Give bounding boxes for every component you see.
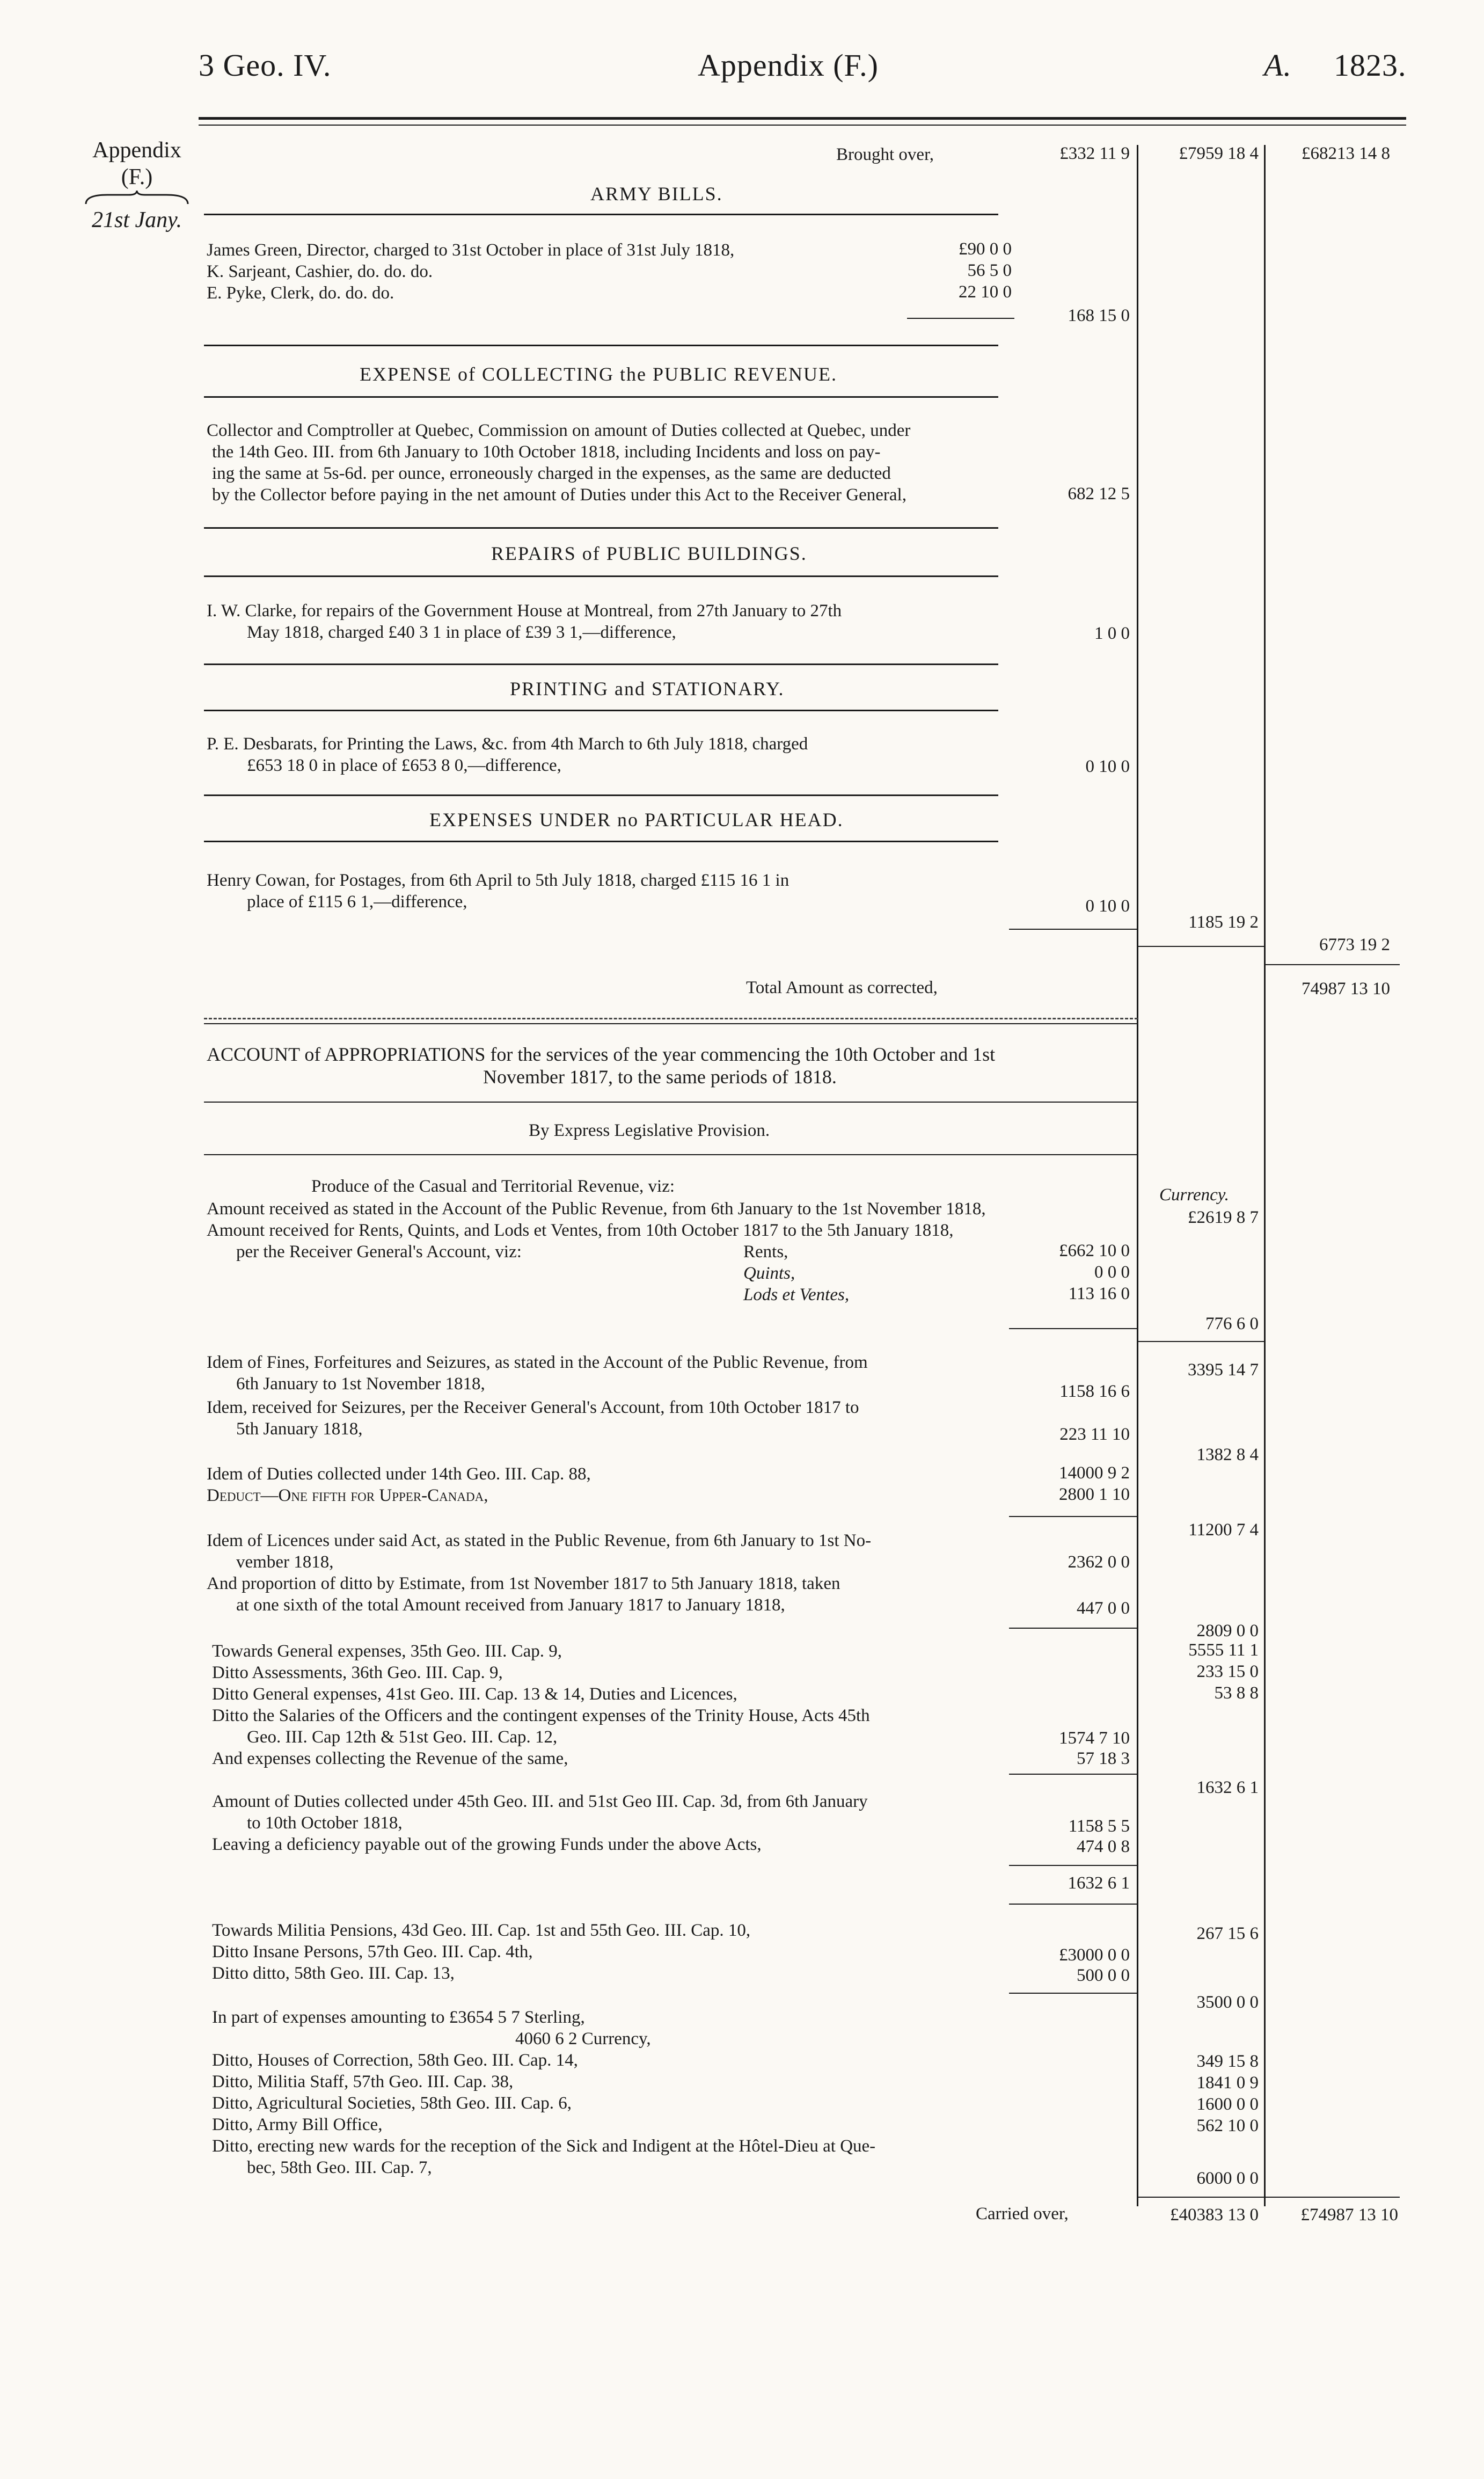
quints-amount: 0 0 0	[1094, 1263, 1130, 1282]
fines-line-1: Idem of Fines, Forfeitures and Seizures, as stated in the Account of the Public Revenue, from	[207, 1353, 868, 1372]
brought-over-c3: £68213 14 8	[1302, 144, 1390, 163]
casual-line-3: per the Receiver General's Account, viz:	[236, 1242, 522, 1262]
printing-line-1: P. E. Desbarats, for Printing the Laws, &c. from 4th March to 6th July 1818, charged	[207, 734, 808, 754]
collecting-rule-top	[204, 345, 998, 346]
no-head-line-1: Henry Cowan, for Postages, from 6th April to 5th July 1818, charged £115 16 1 in	[207, 871, 789, 890]
casual-col2-rule	[1137, 1341, 1266, 1342]
carried-over-c2: £40383 13 0	[1170, 2205, 1259, 2225]
repairs-amount: 1 0 0	[1094, 624, 1130, 643]
repairs-rule	[204, 575, 998, 577]
general-line-1-col2: 5555 11 1	[1188, 1640, 1259, 1660]
printing-amount: 0 10 0	[1085, 757, 1130, 776]
army-bills-total: 168 15 0	[1068, 306, 1130, 325]
fines-line-3: Idem, received for Seizures, per the Receiver General's Account, from 10th October 1817 to	[207, 1398, 859, 1417]
printing-heading: PRINTING and STATIONARY.	[510, 678, 785, 699]
col3-sum-rule	[1266, 964, 1400, 965]
no-head-subtotal: 1185 19 2	[1188, 913, 1259, 932]
duties45-line-2: to 10th October 1818,	[247, 1813, 403, 1833]
rents-amount: £662 10 0	[1059, 1241, 1130, 1260]
no-head-col3: 6773 19 2	[1319, 935, 1390, 954]
general-line-3: Ditto General expenses, 41st Geo. III. Cap. 13 & 14, Duties and Licences,	[212, 1685, 737, 1704]
misc-line-8-col2: 6000 0 0	[1196, 2169, 1259, 2188]
appropriations-subhead: By Express Legislative Provision.	[529, 1121, 770, 1140]
header-year: 1823.	[1334, 48, 1407, 83]
misc-line-5: Ditto, Agricultural Societies, 58th Geo. III. Cap. 6,	[212, 2094, 572, 2113]
militia-rule	[1009, 1993, 1137, 1994]
licences-line-3: And proportion of ditto by Estimate, from 1st November 1817 to 5th January 1818, taken	[207, 1574, 840, 1593]
misc-line-4: Ditto, Militia Staff, 57th Geo. III. Cap. 38,	[212, 2072, 514, 2091]
casual-sum-rule	[1009, 1328, 1137, 1329]
general-line-6: And expenses collecting the Revenue of the same,	[212, 1749, 568, 1768]
no-head-rule	[204, 841, 998, 842]
no-head-heading: EXPENSES UNDER no PARTICULAR HEAD.	[429, 809, 844, 830]
casual-sum: 776 6 0	[1205, 1314, 1259, 1333]
misc-line-6-col2: 562 10 0	[1196, 2116, 1259, 2135]
total-corrected-label: Total Amount as corrected,	[746, 978, 938, 997]
misc-line-8: bec, 58th Geo. III. Cap. 7,	[247, 2158, 432, 2177]
fines-line-4-amount: 223 11 10	[1059, 1425, 1130, 1444]
no-head-line-2: place of £115 6 1,—difference,	[247, 892, 467, 912]
margin-note-appendix: Appendix	[92, 138, 181, 163]
no-head-amount: 0 10 0	[1085, 896, 1130, 916]
currency-label: Currency.	[1159, 1185, 1229, 1205]
section-divider-dashed	[204, 1018, 1138, 1019]
general-line-6-amount: 57 18 3	[1077, 1749, 1130, 1768]
margin-note	[75, 137, 199, 234]
carried-over-label: Carried over,	[976, 2204, 1069, 2223]
army-bills-row-3: E. Pyke, Clerk, do. do. do.	[207, 283, 394, 303]
duties45-amount-1: 1158 5 5	[1068, 1817, 1130, 1836]
collecting-line-3: ing the same at 5s-6d. per ounce, erroneously charged in the expenses, as the same are deducted	[212, 464, 891, 483]
margin-brace	[75, 191, 199, 207]
army-bills-rule	[204, 214, 998, 215]
lods-label: Lods et Ventes,	[743, 1285, 850, 1304]
general-line-2-col2: 233 15 0	[1196, 1662, 1259, 1681]
general-line-4: Ditto the Salaries of the Officers and the contingent expenses of the Trinity House, Acts 45th	[212, 1706, 870, 1725]
militia-amount-1: £3000 0 0	[1059, 1945, 1130, 1965]
general-line-2: Ditto Assessments, 36th Geo. III. Cap. 9,	[212, 1663, 503, 1682]
header-rule-top	[199, 117, 1406, 120]
misc-line-1: In part of expenses amounting to £3654 5 7 Sterling,	[212, 2008, 585, 2027]
army-bills-heading: ARMY BILLS.	[590, 183, 723, 205]
duties14-rule	[1009, 1516, 1137, 1517]
general-line-1: Towards General expenses, 35th Geo. III. Cap. 9,	[212, 1642, 562, 1661]
licences-amount-1: 2362 0 0	[1068, 1552, 1130, 1572]
army-bills-row-2: K. Sarjeant, Cashier, do. do. do.	[207, 262, 433, 281]
column-rule-3	[1264, 145, 1266, 2206]
section-divider	[204, 1023, 1138, 1024]
fines-line-4: 5th January 1818,	[236, 1419, 363, 1439]
misc-line-3: Ditto, Houses of Correction, 58th Geo. III. Cap. 14,	[212, 2051, 578, 2070]
repairs-heading: REPAIRS of PUBLIC BUILDINGS.	[491, 543, 807, 564]
header-title: Appendix (F.)	[698, 48, 879, 83]
casual-line-1-amount: £2619 8 7	[1188, 1208, 1259, 1227]
militia-line-3: Ditto ditto, 58th Geo. III. Cap. 13,	[212, 1964, 455, 1983]
duties45-line-3: Leaving a deficiency payable out of the growing Funds under the above Acts,	[212, 1835, 762, 1854]
militia-amount-2: 500 0 0	[1077, 1966, 1130, 1985]
brought-over-c1: £332 11 9	[1059, 144, 1130, 163]
casual-line-1: Amount received as stated in the Account of the Public Revenue, from 6th January to the 1st November 1818,	[207, 1199, 986, 1219]
licences-col2: 2809 0 0	[1196, 1621, 1259, 1640]
printing-line-2: £653 18 0 in place of £653 8 0,—difference,	[247, 756, 561, 775]
misc-line-3-col2: 349 15 8	[1196, 2052, 1259, 2071]
misc-line-6: Ditto, Army Bill Office,	[212, 2115, 383, 2134]
lods-amount: 113 16 0	[1068, 1284, 1130, 1303]
repairs-line-1: I. W. Clarke, for repairs of the Government House at Montreal, from 27th January to 27th	[207, 601, 842, 621]
army-bills-amount-3: 22 10 0	[959, 282, 1012, 302]
casual-intro: Produce of the Casual and Territorial Revenue, viz:	[311, 1177, 675, 1196]
appropriations-title-2: November 1817, to the same periods of 1818.	[483, 1066, 837, 1088]
no-head-rule-top	[204, 794, 998, 796]
column-rule-2	[1137, 145, 1138, 2206]
collecting-line-4: by the Collector before paying in the net amount of Duties under this Act to the Receiver General,	[212, 485, 907, 505]
total-corrected-amount: 74987 13 10	[1302, 979, 1390, 998]
duties14-line-1: Idem of Duties collected under 14th Geo. III. Cap. 88,	[207, 1464, 591, 1484]
rents-label: Rents,	[743, 1242, 788, 1262]
misc-line-2: 4060 6 2 Currency,	[515, 2029, 651, 2048]
misc-line-5-col2: 1600 0 0	[1196, 2095, 1259, 2114]
general-line-3-col2: 53 8 8	[1214, 1683, 1259, 1703]
duties45-sum-rule	[1009, 1904, 1137, 1905]
collecting-line-1: Collector and Comptroller at Quebec, Commission on amount of Duties collected at Quebec, under	[207, 421, 911, 440]
army-bills-amount-1: £90 0 0	[959, 239, 1012, 259]
duties14-amount-2: 2800 1 10	[1059, 1485, 1130, 1504]
col2-sum-rule	[1137, 946, 1266, 947]
printing-rule	[204, 710, 998, 711]
header-rule-bottom	[199, 125, 1406, 126]
collecting-heading: EXPENSE of COLLECTING the PUBLIC REVENUE.	[360, 363, 837, 385]
duties45-line-1: Amount of Duties collected under 45th Geo. III. and 51st Geo III. Cap. 3d, from 6th January	[212, 1792, 868, 1811]
no-head-sum-rule	[1009, 929, 1137, 930]
general-line-5: Geo. III. Cap 12th & 51st Geo. III. Cap. 12,	[247, 1727, 558, 1747]
licences-line-4: at one sixth of the total Amount received from January 1817 to January 1818,	[236, 1595, 785, 1615]
collecting-line-2: the 14th Geo. III. from 6th January to 10th October 1818, including Incidents and loss on pay-	[212, 442, 881, 462]
duties45-rule	[1009, 1865, 1137, 1866]
army-bills-amount-2: 56 5 0	[967, 261, 1012, 280]
fines-line-2: 6th January to 1st November 1818,	[236, 1374, 485, 1394]
duties14-line-2: Deduct—One fifth for Upper-Canada,	[207, 1486, 488, 1505]
appropriations-title-1: ACCOUNT of APPROPRIATIONS for the services of the year commencing the 10th October and 1st	[207, 1044, 996, 1065]
collecting-amount: 682 12 5	[1068, 484, 1130, 504]
duties45-sum: 1632 6 1	[1068, 1873, 1130, 1893]
militia-line-2: Ditto Insane Persons, 57th Geo. III. Cap. 4th,	[212, 1942, 533, 1962]
misc-col2-rule	[1137, 2197, 1266, 2198]
duties14-col2: 11200 7 4	[1188, 1520, 1259, 1540]
printing-rule-top	[204, 664, 998, 665]
brace-icon	[75, 191, 199, 207]
general-col2: 1632 6 1	[1196, 1778, 1259, 1797]
duties14-amount-1: 14000 9 2	[1059, 1463, 1130, 1483]
brought-over-label: Brought over,	[836, 145, 934, 164]
quints-label: Quints,	[743, 1264, 795, 1283]
casual-line-2: Amount received for Rents, Quints, and Lods et Ventes, from 10th October 1817 to the 5th January 1818,	[207, 1221, 954, 1240]
brought-over-c2: £7959 18 4	[1179, 144, 1259, 163]
header-part: A.	[1264, 48, 1292, 83]
carried-over-c3: £74987 13 10	[1300, 2205, 1398, 2225]
margin-note-date: 21st Jany.	[92, 208, 182, 232]
fines-line-2-amount: 1158 16 6	[1059, 1382, 1130, 1401]
misc-line-4-col2: 1841 0 9	[1196, 2073, 1259, 2092]
collecting-rule	[204, 396, 998, 398]
licences-amount-2: 447 0 0	[1077, 1599, 1130, 1618]
misc-col3-rule	[1266, 2197, 1400, 2198]
licences-rule	[1009, 1628, 1137, 1629]
repairs-rule-top	[204, 527, 998, 529]
duties45-amount-2: 474 0 8	[1077, 1837, 1130, 1856]
general-rule	[1009, 1774, 1137, 1775]
margin-note-letter: (F.)	[121, 165, 153, 189]
header-session: 3 Geo. IV.	[199, 48, 332, 83]
repairs-line-2: May 1818, charged £40 3 1 in place of £39 3 1,—difference,	[247, 623, 676, 642]
army-bills-row-1: James Green, Director, charged to 31st October in place of 31st July 1818,	[207, 240, 735, 260]
militia-col2: 3500 0 0	[1196, 1993, 1259, 2012]
licences-line-1: Idem of Licences under said Act, as stated in the Public Revenue, from 6th January to 1st No-	[207, 1531, 872, 1550]
misc-line-7: Ditto, erecting new wards for the reception of the Sick and Indigent at the Hôtel-Dieu at Que-	[212, 2137, 876, 2156]
fines-col2-top: 3395 14 7	[1188, 1360, 1259, 1380]
army-bills-sum-rule	[907, 318, 1014, 319]
militia-line-1-col2: 267 15 6	[1196, 1924, 1259, 1943]
appropriations-rule	[204, 1102, 1138, 1103]
militia-line-1: Towards Militia Pensions, 43d Geo. III. Cap. 1st and 55th Geo. III. Cap. 10,	[212, 1921, 751, 1940]
general-line-5-amount: 1574 7 10	[1059, 1729, 1130, 1748]
licences-line-2: vember 1818,	[236, 1552, 334, 1572]
fines-sum: 1382 8 4	[1196, 1445, 1259, 1464]
subhead-rule	[204, 1154, 1138, 1155]
